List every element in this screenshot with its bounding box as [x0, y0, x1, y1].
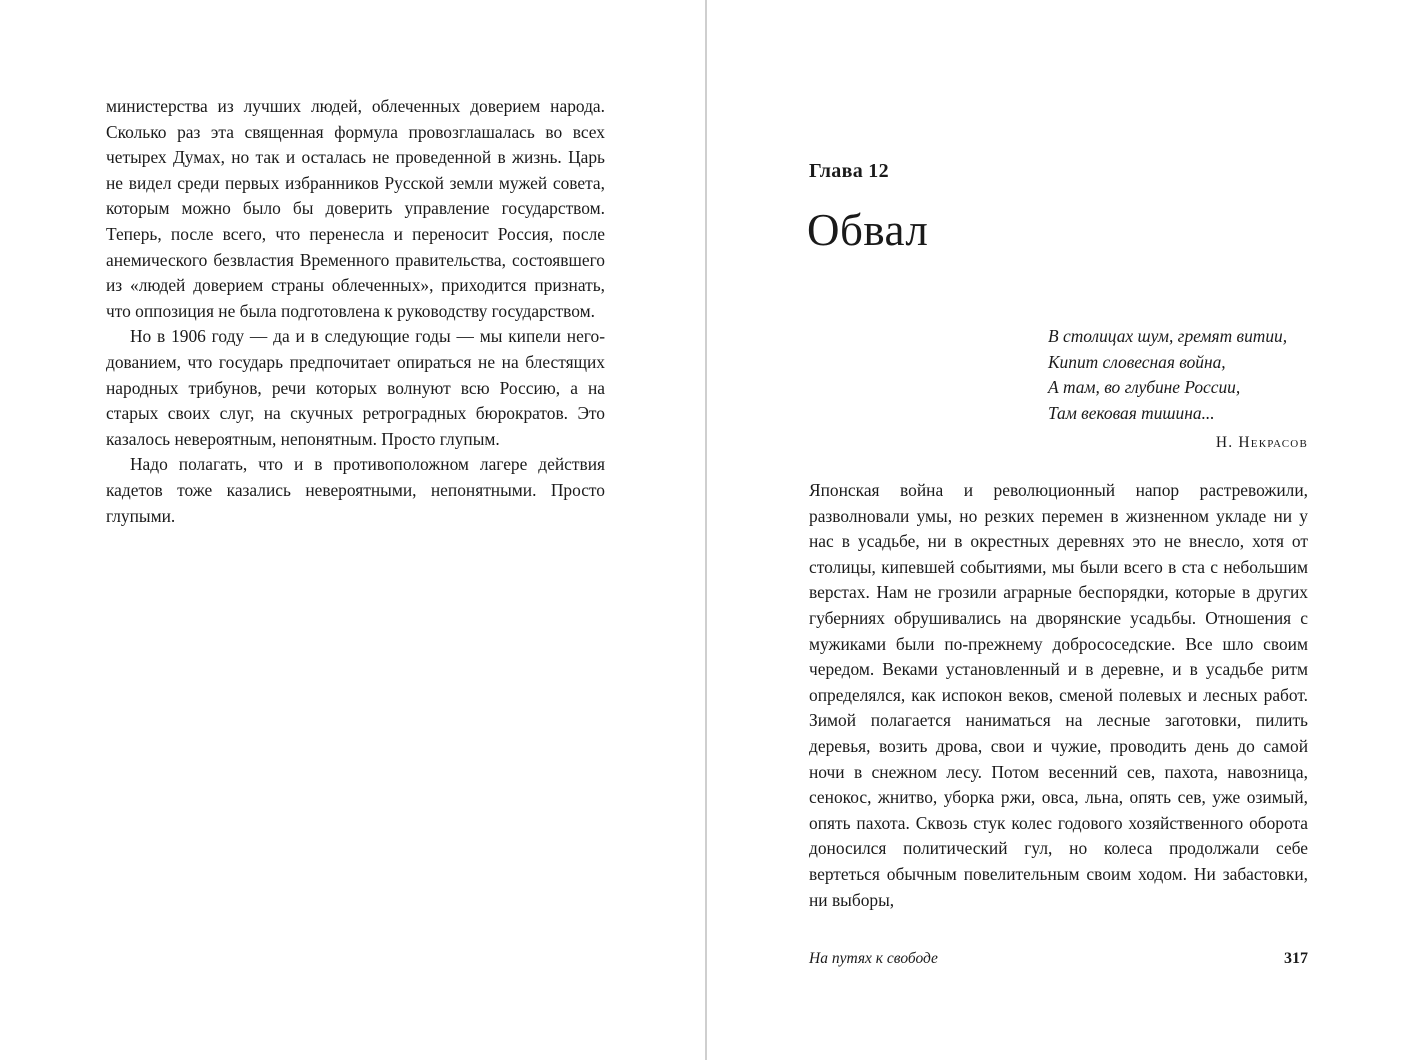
- epigraph-line-2: Кипит словесная война,: [1048, 351, 1226, 372]
- left-paragraph-2: Но в 1906 году — да и в следующие годы — мы кипели негодованием, что государь предпочитает опираться не на блестящих народных трибунов, речи которых волнуют всю Россию, а на старых своих слуг, на скучных ретроградных бюрократов. Это казалось невероятным, непонятным. Просто глупым.: [106, 326, 605, 449]
- left-paragraph-3: Надо полагать, что и в противоположном лагере действия кадетов тоже казались невероятными, непонятными. Просто глупыми.: [106, 454, 605, 526]
- chapter-label: Глава 12: [809, 160, 889, 182]
- epigraph-line-3: А там, во глубине России,: [1048, 377, 1241, 398]
- left-page-text: [106, 94, 605, 529]
- chapter-title: Обвал: [807, 205, 929, 255]
- epigraph-author: Н. Некрасов: [1215, 434, 1308, 451]
- page-number: 317: [1284, 950, 1308, 967]
- right-page-text: [809, 478, 1308, 913]
- right-paragraph-1: Японская война и революционный напор растревожили, разволновали умы, но резких перемен в жизненном укладе ни у нас в усадьбе, ни в окрестных деревнях это не внесло, хотя от столицы, кипевшей событиями, мы были всего в ста с небольшим верстах. Нам не грозили аграрные беспорядки, которые в других губерниях обрушивались на дворянские усадьбы. Отношения с мужиками были по-прежнему добрососедские. Все шло своим чередом. Веками установленный и в деревне, и в усадьбе ритм определялся, как испокон веков, сменой полевых и лесных работ. Зимой полагается наниматься на лесные заготовки, пилить деревья, возить дрова, свои и чужие, проводить день до самой ночи в снежном лесу. Потом весенний сев, пахота, навозница, сенокос, жнитво, уборка ржи, овса, льна, опять сев, уже озимый, опять пахота. Сквозь стук колес годового хозяйственного оборота доносился политический гул, но колеса продолжали себе вертеться обычным повелительным своим ходом. Ни забастовки, ни выборы,: [809, 480, 1308, 910]
- right-page: [707, 0, 1410, 1060]
- epigraph-line-4: Там вековая тишина...: [1048, 402, 1215, 423]
- left-paragraph-1: министерства из лучших людей, облеченных доверием народа. Сколько раз эта священная формула провозглашалась во всех четырех Думах, но так и осталась не проведенной в жизнь. Царь не видел среди первых избранников Русской земли мужей совета, которым можно было бы доверить управление государством. Теперь, после всего, что перенесла и переносит Россия, после анемического безвластия Временного правительства, состоявшего из «людей доверием страны облеченных», приходится признать, что оппозиция не была подготовлена к руководству государством.: [106, 96, 605, 321]
- running-footer-title: На путях к свободе: [809, 950, 938, 967]
- epigraph: [1048, 324, 1308, 426]
- epigraph-line-1: В столицах шум, гремят витии,: [1048, 326, 1288, 346]
